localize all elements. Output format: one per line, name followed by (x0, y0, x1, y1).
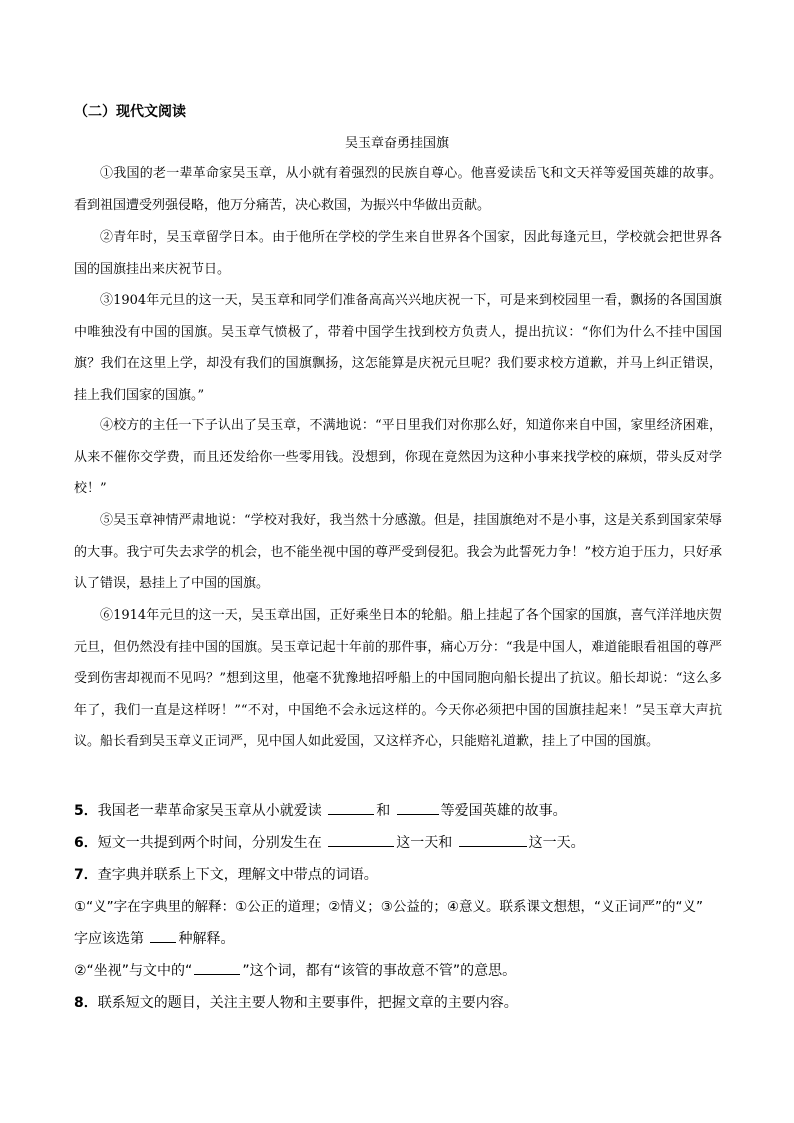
question-text: 联系短文的题目，关注主要人物和主要事件，把握文章的主要内容。 (97, 995, 518, 1011)
question-number: 8． (74, 995, 98, 1011)
question-7 (74, 860, 734, 892)
article-title: 吴玉章奋勇挂国旗 (344, 136, 449, 151)
question-text: 这一天和 (396, 835, 453, 851)
question-text: 等爱国英雄的故事。 (440, 803, 567, 819)
answer-blank[interactable] (328, 830, 394, 847)
article-paragraph-4: ④校方的主任一下子认出了吴玉章，不满地说：“平日里我们对你那么好，知道你来自中国，家里经济困难，从来不催你交学费，而且还发给你一些零用钱。没想到，你现在竟然因为这种小事来找学校的麻烦，带头反对学校！” (74, 418, 722, 497)
article-paragraph-3: ③1904年元旦的这一天，吴玉章和同学们准备高高兴兴地庆祝一下，可是来到校园里一看，飘扬的各国国旗中唯独没有中国的国旗。吴玉章气愤极了，带着中国学生找到校方负责人，提出抗议：“你们为什么不挂中国国旗？我们在这里上学，却没有我们的国旗飘扬，这怎能算是庆祝元旦呢？我们要求校方道歉，并马上纠正错误，挂上我们国家的国旗。” (74, 293, 722, 403)
article-paragraph-5: ⑤吴玉章神情严肃地说：“学校对我好，我当然十分感激。但是，挂国旗绝对不是小事，这是关系到国家荣辱的大事。我宁可失去求学的机会，也不能坐视中国的尊严受到侵犯。我会为此誓死力争！”校方迫于压力，只好承认了错误，悬挂上了中国的国旗。 (74, 513, 722, 592)
question-5 (74, 796, 734, 828)
answer-blank[interactable] (397, 798, 439, 815)
question-7-sub-1-cont (74, 924, 734, 956)
question-7-sub-1 (74, 892, 734, 924)
question-text: ”这个词，都有“该管的事故意不管”的意思。 (242, 963, 517, 979)
question-number: 7． (74, 867, 98, 883)
article-paragraph-1: ①我国的老一辈革命家吴玉章，从小就有着强烈的民族自尊心。他喜爱读岳飞和文天祥等爱国英雄的故事。看到祖国遭受列强侵略，他万分痛苦，决心救国，为振兴中华做出贡献。 (74, 166, 722, 213)
question-8 (74, 988, 734, 1020)
question-text: 这一天。 (528, 835, 585, 851)
section-title: （二）现代文阅读 (74, 104, 186, 120)
article-paragraph-2: ②青年时，吴玉章留学日本。由于他所在学校的学生来自世界各个国家，因此每逢元旦，学校就会把世界各国的国旗挂出来庆祝节日。 (74, 230, 722, 277)
question-text: 短文一共提到两个时间，分别发生在 (97, 835, 322, 851)
answer-blank[interactable] (150, 926, 176, 943)
question-text: ①“义”字在字典里的解释：①公正的道理；②情义；③公益的；④意义。联系课文想想，“义正词严”的“义” (74, 899, 703, 915)
article-paragraph-6: ⑥1914年元旦的这一天，吴玉章出国，正好乘坐日本的轮船。船上挂起了各个国家的国旗，喜气洋洋地庆贺元旦，但仍然没有挂中国的国旗。吴玉章记起十年前的那件事，痛心万分：“我是中国人，难道能眼看祖国的尊严受到伤害却视而不见吗？”想到这里，他毫不犹豫地招呼船上的中国同胞向船长提出了抗议。船长却说：“这么多年了，我们一直是这样呀！”“不对，中国绝不会永远这样的。今天你必须把中国的国旗挂起来！”吴玉章大声抗议。船长看到吴玉章义正词严，见中国人如此爱国，又这样齐心，只能赔礼道歉，挂上了中国的国旗。 (74, 608, 722, 750)
question-text: ②“坐视”与文中的“ (74, 963, 193, 979)
answer-blank[interactable] (194, 958, 240, 975)
question-number: 5． (74, 803, 98, 819)
question-6 (74, 828, 734, 860)
question-7-sub-2 (74, 956, 734, 988)
question-text: 和 (376, 803, 391, 819)
answer-blank[interactable] (459, 830, 527, 847)
question-text: 字应该选第 (74, 931, 144, 947)
answer-blank[interactable] (328, 798, 374, 815)
question-number: 6． (74, 835, 98, 851)
question-text: 种解释。 (178, 931, 235, 947)
question-text: 查字典并联系上下文，理解文中带点的词语。 (97, 867, 378, 883)
question-text: 我国老一辈革命家吴玉章从小就爱读 (97, 803, 322, 819)
